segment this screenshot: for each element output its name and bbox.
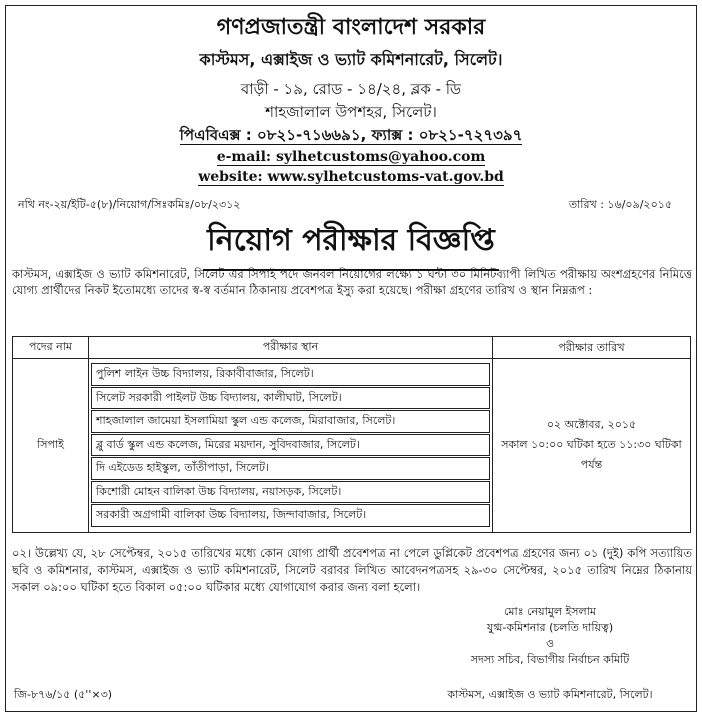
phone-fax (0, 124, 702, 149)
date-cell (493, 359, 691, 533)
intro-paragraph: কাস্টমস, এক্সাইজ ও ভ্যাট কমিশনারেট, সিলেট এর সিপাই পদে জনবল নিয়োগের লক্ষ্যে ১ ঘন্টা ৩০ মিনিটব্যাপী লিখিত পরীক্ষায় অংশগ্রহণের নিমিত্তে যোগ্য প্রার্থীদের নিকট ইতোমধ্যে তাদের স্ব-স্ব বর্তমান ঠিকানায় প্রবেশপত্র ইস্যু করা হয়েছে। পরীক্ষা গ্রহণের তারিখ ও স্থান নিম্নরূপ : (12, 267, 692, 297)
venue-item: দি এইডেড হাইস্কুল, তাঁতীপাড়া, সিলেট। (91, 457, 490, 480)
signatory-role: সদস্য সচিব, বিভাগীয় নির্বাচন কমিটি (470, 653, 630, 666)
exam-date: ০২ অক্টোবর, ২০১৫ (546, 418, 637, 432)
table-row (13, 359, 691, 533)
notice-headline: নিয়োগ পরীক্ষার বিজ্ঞপ্তি (203, 216, 499, 271)
signatory-title: যুগ্ম-কমিশনার (চলতি দায়িত্ব) (486, 621, 614, 634)
venue-item: সিলেট সরকারী পাইলট উচ্চ বিদ্যালয়, কালীঘাট, সিলেট। (91, 387, 490, 410)
venue-item: পুলিশ লাইন উচ্চ বিদ্যালয়, রিকাবীবাজার, সিলেট। (91, 363, 490, 386)
table-header-row (13, 337, 691, 359)
col-header-venue: পরীক্ষার স্থান (89, 337, 493, 359)
note-paragraph: ০২। উল্লেখ্য যে, ২৮ সেপ্টেম্বর, ২০১৫ তারিখের মধ্যে কোন যোগ্য প্রার্থী প্রবেশপত্র না পেলে ডুপ্লিকেট প্রবেশপত্র গ্রহণের জন্য ০১ (দুই) কপি সত্যায়িত ছবি ও কমিশনার, কাস্টমস, এক্সাইজ ও ভ্যাট কমিশনারেট, সিলেট বরাবর লিখিত আবেদনপত্রসহ ২৯-৩০ সেপ্টেম্বর, ২০১৫ তারিখ নিম্নের ঠিকানায় সকাল ০৯:০০ ঘটিকা হতে বিকাল ০৫:০০ ঘটিকার মধ্যে যোগাযোগ করার জন্য বলা হলো। (12, 546, 692, 594)
venue-item: ব্লু বার্ড স্কুল এন্ড কলেজ, মিরের ময়দান, সুবিদবাজার, সিলেট। (91, 434, 490, 457)
venue-item: কিশোরী মোহন বালিকা উচ্চ বিদ্যালয়, নয়াসড়ক, সিলেট। (91, 481, 490, 504)
address-line: বাড়ী - ১৯, রোড - ১৪/২৪, ব্লক - ডি (240, 80, 462, 98)
venue-cell (89, 359, 493, 533)
venue-item: সরকারী অগ্রগামী বালিকা উচ্চ বিদ্যালয়, জিন্দাবাজার, সিলেট। (91, 504, 490, 527)
signatory-and: ও (545, 637, 555, 650)
office-name: কাস্টমস, এক্সাইজ ও ভ্যাট কমিশনারেট, সিলেট। (199, 50, 503, 69)
email-line (0, 149, 702, 165)
website-line (0, 169, 702, 185)
reference-number: নথি নং-২য়/ইটি-৫(৮)/নিয়োগ/সিঃকমিঃ/০৮/২৩১২ (18, 198, 241, 211)
email-link[interactable]: e-mail: sylhetcustoms@yahoo.com (216, 149, 486, 165)
address-area: শাহজালাল উপশহর, সিলেট। (265, 103, 437, 121)
signatory-office: কাস্টমস, এক্সাইজ ও ভ্যাট কমিশনারেট, সিলেট। (447, 688, 653, 701)
exam-time: সকাল ১০:০০ ঘটিকা হতে ১১:৩০ ঘটিকা পর্যন্ত (501, 438, 682, 472)
venue-item: শাহজালাল জামেয়া ইসলামিয়া স্কুল এন্ড কলেজ, মিরাবাজার, সিলেট। (91, 410, 490, 433)
exam-schedule-table (12, 336, 691, 533)
footer-code: জি-৮৭৬/১৫ (৫''×৩) (14, 688, 113, 701)
notice-date: তারিখ : ১৬/০৯/২০১৫ (568, 198, 672, 211)
signatory-name: মোঃ নেয়ামুল ইসলাম (503, 605, 597, 618)
col-header-date: পরীক্ষার তারিখ (493, 337, 691, 359)
col-header-post: পদের নাম (13, 337, 89, 359)
headline-wrap (0, 216, 702, 271)
post-name: সিপাই (13, 359, 89, 533)
government-title: গণপ্রজাতন্ত্রী বাংলাদেশ সরকার (216, 15, 486, 40)
phone-fax-text: পিএবিএক্স : ০৮২১-৭১৬৬৯১, ফ্যাক্স : ০৮২১-৭২৭৩৯৭ (179, 126, 523, 144)
website-link[interactable]: website: www.sylhetcustoms-vat.gov.bd (198, 169, 504, 185)
